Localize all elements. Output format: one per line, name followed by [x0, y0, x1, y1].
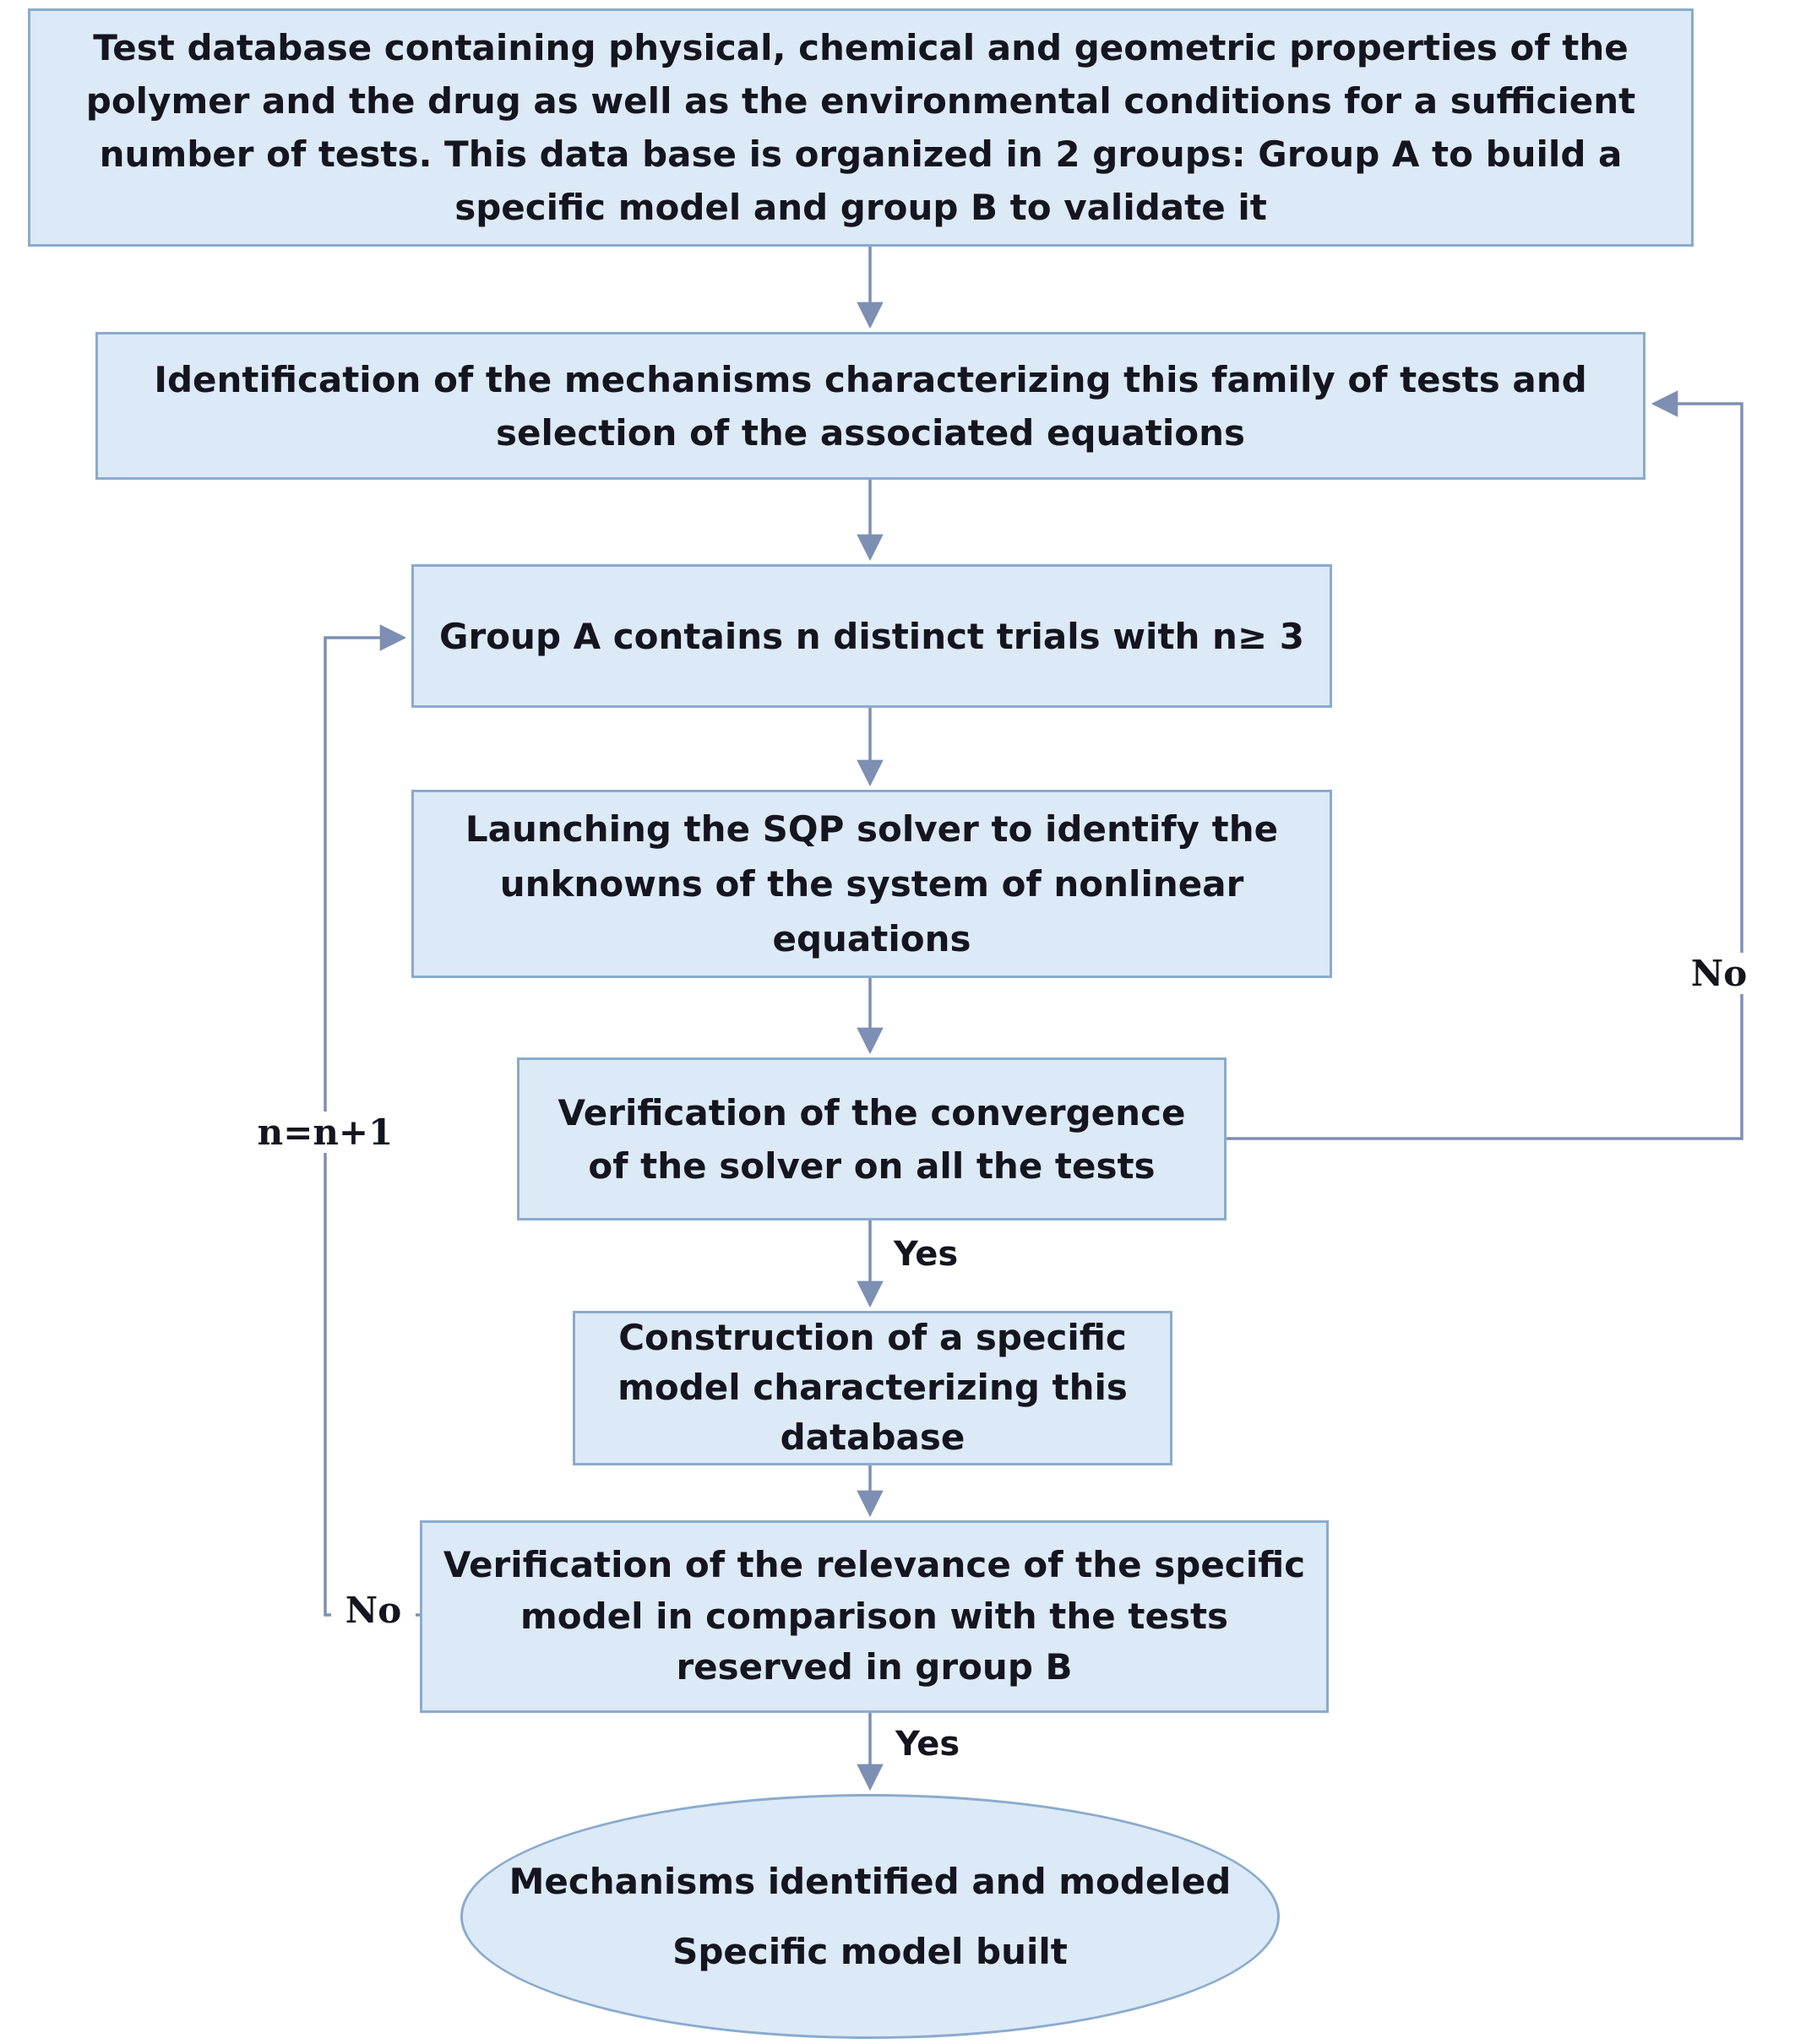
node-group-a-label: Group A contains n distinct trials with n≥ 3: [439, 615, 1304, 657]
node-sqp-solver: [411, 790, 1332, 978]
node-relevance-check-label: Verification of the relevance of the specific model in comparison with the tests reserved in group B: [443, 1543, 1306, 1688]
terminal-line-model: Specific model built: [672, 1931, 1068, 1972]
node-convergence-check-label: Verification of the convergence of the solver on all the tests: [558, 1091, 1186, 1187]
label-yes-relevance: Yes: [895, 1725, 960, 1764]
node-sqp-solver-label: Launching the SQP solver to identify the unknowns of the system of nonlinear equations: [465, 807, 1279, 960]
node-group-a: [411, 564, 1332, 708]
label-n-increment: n=n+1: [241, 1112, 410, 1153]
node-terminal-result: [460, 1794, 1280, 2039]
node-identification: [95, 332, 1645, 480]
node-model-construction-label: Construction of a specific model characterizing this database: [617, 1317, 1128, 1458]
edge-convergence-no-loop: [1227, 404, 1742, 1139]
node-convergence-check: [517, 1057, 1227, 1220]
terminal-line-mechanisms: Mechanisms identified and modeled: [509, 1861, 1232, 1902]
node-test-database-label: Test database containing physical, chemical and geometric properties of the polymer and the drug as well as the environmental conditions for a sufficient number of tests. This data base is organized in 2 groups: Group A to build a specific model and group B to validate it: [85, 27, 1636, 228]
label-no-relevance: No: [331, 1590, 416, 1631]
node-identification-label: Identification of the mechanisms characterizing this family of tests and selection of the associated equations: [154, 358, 1587, 454]
node-relevance-check: [420, 1520, 1329, 1713]
node-test-database: [28, 8, 1694, 247]
label-no-convergence: No: [1677, 953, 1761, 994]
label-yes-convergence: Yes: [894, 1235, 959, 1274]
node-model-construction: [573, 1311, 1172, 1465]
